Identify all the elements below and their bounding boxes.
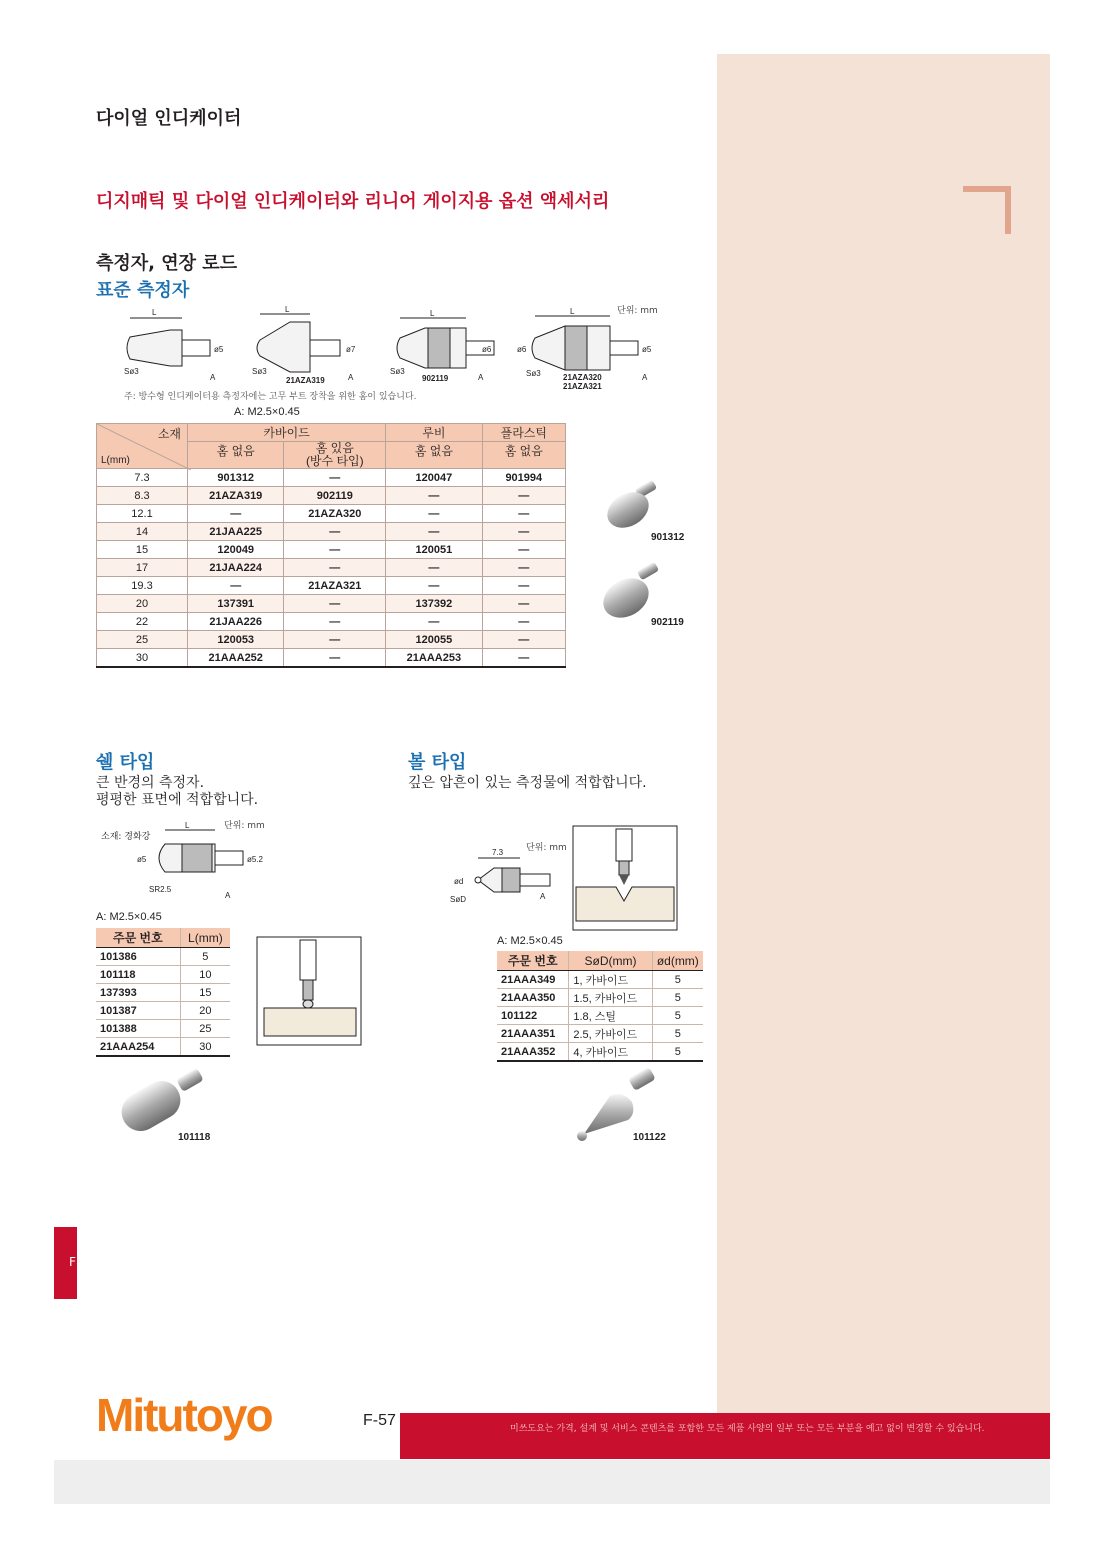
table-cell: 902119 [284,487,386,505]
table-cell: — [284,559,386,577]
table-row [97,577,566,595]
photo-label-101118: 101118 [178,1132,211,1143]
bottom-band [54,1460,1050,1504]
table-cell: 137391 [188,595,284,613]
table-cell: 120051 [386,541,482,559]
table-cell: 21AAA350 [497,989,569,1007]
table-row [97,505,566,523]
table-cell: — [482,577,565,595]
ball-th-sod: SøD(mm) [569,951,652,971]
subhead-groove: 홈 있음 (방수 타입) [284,442,386,469]
table-cell: 2.5, 카바이드 [569,1025,652,1043]
ball-thread: A: M2.5×0.45 [497,935,563,947]
corner-bracket-mark [963,186,1011,234]
ball-dim-A: A [540,892,546,901]
table-cell: 30 [180,1038,230,1057]
table-row [497,1043,703,1062]
table-cell: — [482,487,565,505]
table-row [97,559,566,577]
table-cell: 101387 [96,1002,180,1020]
dim-07-2: ø7 [346,345,356,354]
table-cell: 21AZA320 [284,505,386,523]
table-cell: 25 [97,631,188,649]
table-cell: 21AAA351 [497,1025,569,1043]
ball-th-code: 주문 번호 [497,951,569,971]
table-row [96,1002,230,1020]
table-cell: — [482,649,565,668]
subhead-no-groove: 홈 없음 [188,442,284,469]
table-cell: 120049 [188,541,284,559]
table-corner-cell [97,424,188,469]
table-cell: 21JAA225 [188,523,284,541]
shell-thread: A: M2.5×0.45 [96,911,162,923]
ball-th-od: ød(mm) [652,951,703,971]
table-row [97,631,566,649]
table-row [96,966,230,984]
drawing-code-21AZA319: 21AZA319 [286,376,325,385]
table-cell: — [188,505,284,523]
dim-s03-4: Sø3 [526,369,541,378]
table-cell: — [284,649,386,668]
dim-a-2: A [348,373,354,382]
dim-a-4: A [642,373,648,382]
table-cell: 101386 [96,948,180,966]
page-number: F-57 [363,1412,396,1429]
table-cell: 8.3 [97,487,188,505]
table-cell: 5 [652,989,703,1007]
table-cell: — [482,523,565,541]
table-row [97,595,566,613]
table-cell: — [386,505,482,523]
table-cell: 21JAA226 [188,613,284,631]
table-cell: 19.3 [97,577,188,595]
dim-s03-2: Sø3 [252,367,267,376]
ball-dim-od: ød [454,877,464,886]
section-title: 측정자, 연장 로드 [96,253,238,274]
table-row [96,1020,230,1038]
table-cell: 1.5, 카바이드 [569,989,652,1007]
table-cell: — [386,613,482,631]
table-row [97,613,566,631]
table-cell: 21AAA252 [188,649,284,668]
table-row [97,649,566,668]
table-row [497,989,703,1007]
table-row [96,948,230,966]
photo-label-101122: 101122 [633,1132,666,1143]
table-row [497,1025,703,1043]
table-row [96,984,230,1002]
subhead-ruby-no-groove: 홈 없음 [386,442,482,469]
section-note: 주: 방수형 인디케이터용 측정자에는 고무 부트 장착을 위한 홈이 있습니다. [124,392,417,402]
table-cell: 25 [180,1020,230,1038]
table-row [497,971,703,989]
shell-desc-1: 큰 반경의 측정자. [96,775,205,791]
dim-L-1: L [152,308,157,317]
ball-usage-illustration [572,825,678,931]
shell-dim-05: ø5 [137,855,147,864]
table-cell: 22 [97,613,188,631]
dim-06-4: ø6 [517,345,527,354]
table-cell: 21AAA254 [96,1038,180,1057]
shell-th-code: 주문 번호 [96,928,180,948]
dim-05-1: ø5 [214,345,224,354]
thread-note: A: M2.5×0.45 [234,406,300,418]
group-plastic: 플라스틱 [482,424,565,442]
page-headline: 디지매틱 및 다이얼 인디케이터와 리니어 게이지용 옵션 액세서리 [96,191,610,212]
dim-L-2: L [285,305,290,314]
table-cell: — [284,541,386,559]
running-head: 다이얼 인디케이터 [96,108,242,129]
shell-title: 쉘 타입 [96,752,155,773]
shell-dim-L: L [185,822,190,830]
table-cell: 5 [652,1043,703,1062]
table-cell: 101388 [96,1020,180,1038]
table-cell: — [482,541,565,559]
table-cell: 120055 [386,631,482,649]
table-cell: — [482,505,565,523]
table-cell: 137393 [96,984,180,1002]
table-cell: — [284,595,386,613]
unit-label: 단위: mm [617,306,658,316]
shell-dim-sr: SR2.5 [149,885,172,894]
standard-contact-table [96,423,566,668]
footer-note: 미쓰도요는 가격, 설계 및 서비스 콘텐츠를 포함한 모든 제품 사양의 일부 또는 모든 부분을 예고 없이 변경할 수 있습니다. [510,1424,985,1434]
side-tab-letter: F [69,1255,76,1269]
corner-top-label: 소재 [157,427,181,441]
table-cell: — [188,577,284,595]
table-cell: — [482,613,565,631]
table-cell: 20 [97,595,188,613]
table-cell: 15 [180,984,230,1002]
group-carbide: 카바이드 [188,424,386,442]
table-cell: 21AAA253 [386,649,482,668]
table-cell: 137392 [386,595,482,613]
table-cell: 5 [652,1007,703,1025]
table-row [97,469,566,487]
group-ruby: 루비 [386,424,482,442]
table-cell: 101122 [497,1007,569,1025]
table-cell: 21JAA224 [188,559,284,577]
table-cell: 17 [97,559,188,577]
drawing-code-902119: 902119 [422,374,449,383]
dim-L-3: L [430,309,435,318]
footer-bar [400,1413,1050,1459]
table-cell: 120053 [188,631,284,649]
table-cell: 21AZA321 [284,577,386,595]
table-row [97,523,566,541]
table-cell: — [482,595,565,613]
shell-desc-2: 평평한 표면에 적합합니다. [96,792,259,808]
section-subtitle: 표준 측정자 [96,280,190,301]
table-cell: — [482,631,565,649]
table-cell: 30 [97,649,188,668]
ball-dim-73: 7.3 [492,848,504,857]
dim-s03-3: Sø3 [390,367,405,376]
table-cell: — [284,613,386,631]
corner-bottom-label: L(mm) [101,455,130,466]
table-cell: 7.3 [97,469,188,487]
shell-material: 소재: 경화강 [101,832,151,842]
drawing-code-21AZA320: 21AZA320 [563,373,602,382]
ball-title: 볼 타입 [408,752,467,773]
table-cell: — [386,523,482,541]
table-cell: 1, 카바이드 [569,971,652,989]
table-cell: — [482,559,565,577]
ball-table [497,951,703,1062]
table-cell: — [386,577,482,595]
photo-label-901312: 901312 [651,532,685,543]
section-side-tab [54,1227,77,1299]
table-cell: 21AAA349 [497,971,569,989]
shell-drawing [125,822,265,902]
contact-point-drawings [110,304,670,396]
table-cell: 20 [180,1002,230,1020]
table-cell: 21AAA352 [497,1043,569,1062]
shell-unit: 단위: mm [224,821,265,831]
table-cell: 12.1 [97,505,188,523]
table-cell: — [284,523,386,541]
table-row [96,1038,230,1057]
table-cell: — [284,469,386,487]
table-row [97,541,566,559]
dim-06-3: ø6 [482,345,492,354]
dim-a-1: A [210,373,216,382]
table-cell: 15 [97,541,188,559]
table-row [97,487,566,505]
ball-desc: 깊은 압흔이 있는 측정물에 적합합니다. [408,775,647,791]
dim-L-4: L [570,307,575,316]
mitutoyo-logo: Mitutoyo [96,1389,272,1441]
table-cell: 901994 [482,469,565,487]
table-cell: 14 [97,523,188,541]
ball-drawing [450,842,560,908]
table-cell: — [284,631,386,649]
drawing-code-21AZA321: 21AZA321 [563,382,602,391]
dim-s03-1: Sø3 [124,367,139,376]
ball-dim-SoD: SøD [450,895,466,904]
side-panel [717,54,1050,1414]
dim-05-4: ø5 [642,345,652,354]
ball-unit: 단위: mm [526,843,567,853]
shell-dim-052: ø5.2 [247,855,264,864]
subhead-plastic-no-groove: 홈 없음 [482,442,565,469]
shell-th-l: L(mm) [180,928,230,948]
dim-a-3: A [478,373,484,382]
table-cell: 10 [180,966,230,984]
table-cell: 101118 [96,966,180,984]
table-cell: 120047 [386,469,482,487]
table-cell: 5 [652,971,703,989]
shell-usage-illustration [256,936,362,1046]
table-cell: 21AZA319 [188,487,284,505]
table-cell: 5 [180,948,230,966]
shell-table [96,928,230,1057]
table-cell: — [386,487,482,505]
table-cell: — [386,559,482,577]
table-cell: 5 [652,1025,703,1043]
shell-dim-A: A [225,891,231,900]
table-cell: 1.8, 스틸 [569,1007,652,1025]
table-cell: 4, 카바이드 [569,1043,652,1062]
photo-label-902119: 902119 [651,617,684,628]
table-cell: 901312 [188,469,284,487]
table-row [497,1007,703,1025]
